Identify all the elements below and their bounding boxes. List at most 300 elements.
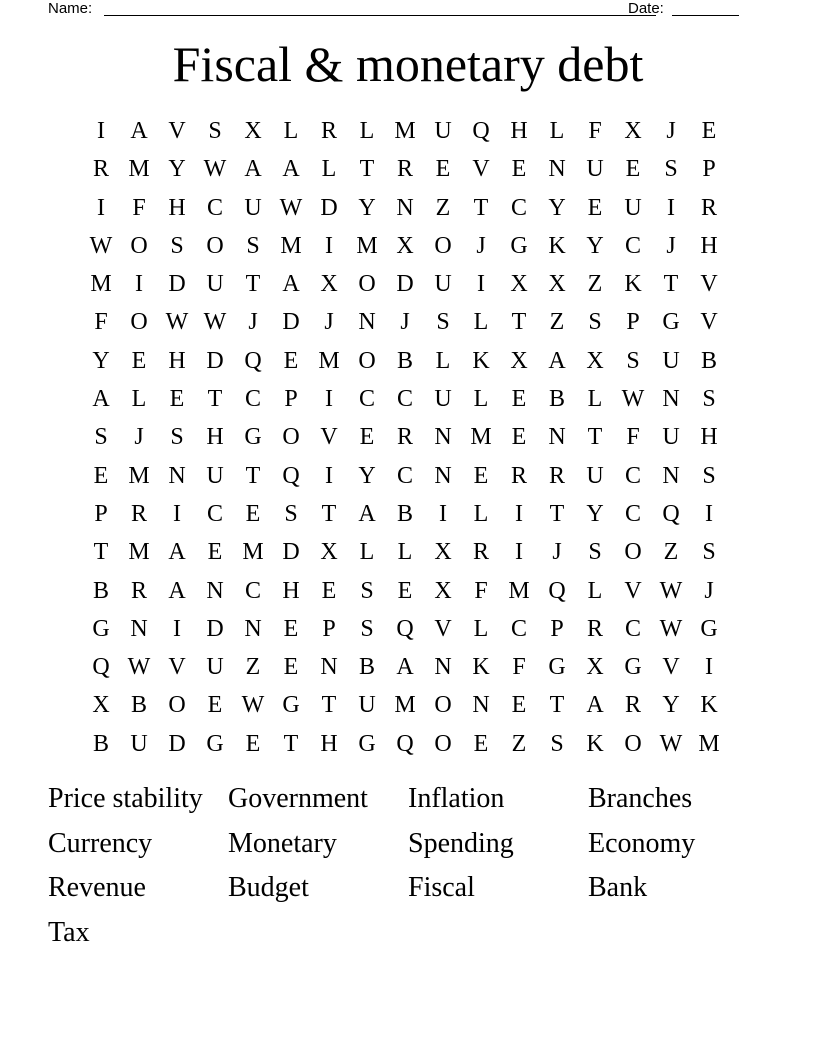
- grid-letter: V: [168, 654, 186, 681]
- grid-letter: X: [320, 539, 338, 566]
- grid-letter: K: [624, 271, 642, 298]
- grid-letter: D: [206, 615, 224, 642]
- grid-letter: I: [135, 271, 143, 298]
- word-list-item: Budget: [228, 872, 309, 904]
- grid-letter: E: [587, 194, 603, 221]
- grid-letter: W: [659, 577, 683, 604]
- grid-letter: H: [206, 424, 224, 451]
- grid-letter: O: [206, 232, 224, 259]
- grid-letter: L: [473, 615, 489, 642]
- grid-letter: M: [128, 462, 150, 489]
- grid-letter: Q: [396, 615, 414, 642]
- grid-letter: O: [624, 539, 642, 566]
- grid-letter: S: [588, 539, 602, 566]
- grid-letter: E: [207, 692, 223, 719]
- grid-letter: U: [244, 194, 262, 221]
- grid-letter: E: [207, 539, 223, 566]
- grid-letter: X: [92, 692, 110, 719]
- grid-letter: N: [472, 692, 490, 719]
- grid-letter: J: [666, 118, 676, 144]
- grid-letter: Z: [245, 654, 261, 681]
- grid-letter: S: [702, 386, 716, 413]
- grid-letter: T: [93, 539, 109, 566]
- grid-letter: C: [244, 577, 261, 604]
- grid-letter: O: [282, 424, 300, 451]
- grid-letter: A: [358, 500, 376, 527]
- grid-letter: T: [473, 194, 489, 221]
- grid-letter: W: [127, 654, 151, 681]
- grid-letter: N: [396, 194, 414, 221]
- grid-letter: N: [168, 462, 186, 489]
- grid-letter: V: [624, 577, 642, 604]
- grid-letter: J: [476, 232, 486, 259]
- grid-letter: P: [702, 156, 716, 183]
- grid-letter: U: [434, 118, 452, 144]
- grid-letter: L: [587, 577, 603, 604]
- grid-letter: H: [700, 424, 718, 451]
- grid-letter: R: [130, 500, 147, 527]
- name-line: [104, 15, 656, 16]
- grid-letter: W: [659, 615, 683, 642]
- grid-letter: Y: [586, 500, 604, 527]
- grid-letter: C: [206, 194, 223, 221]
- grid-letter: D: [206, 347, 224, 374]
- grid-letter: S: [588, 309, 602, 336]
- grid-letter: L: [435, 347, 451, 374]
- grid-letter: B: [396, 347, 413, 374]
- grid-letter: S: [284, 500, 298, 527]
- grid-letter: V: [662, 654, 680, 681]
- grid-letter: L: [359, 118, 375, 144]
- grid-letter: O: [168, 692, 186, 719]
- grid-letter: J: [134, 424, 144, 451]
- grid-letter: Z: [435, 194, 451, 221]
- grid-letter: R: [472, 539, 489, 566]
- grid-letter: B: [396, 500, 413, 527]
- word-list-item: Inflation: [408, 783, 505, 814]
- grid-letter: E: [283, 347, 299, 374]
- grid-letter: T: [663, 271, 679, 298]
- grid-letter: G: [282, 692, 300, 719]
- date-line: [672, 15, 739, 16]
- grid-letter: S: [170, 424, 184, 451]
- grid-letter: I: [667, 194, 675, 221]
- grid-letter: L: [283, 118, 299, 144]
- grid-letter: Z: [587, 271, 603, 298]
- grid-letter: U: [586, 462, 604, 489]
- grid-letter: I: [97, 118, 105, 144]
- grid-letter: J: [248, 309, 258, 336]
- grid-letter: E: [511, 692, 527, 719]
- grid-letter: N: [320, 654, 338, 681]
- grid-letter: U: [662, 424, 680, 451]
- grid-letter: D: [396, 271, 414, 298]
- grid-letter: X: [396, 232, 414, 259]
- grid-letter: N: [434, 462, 452, 489]
- grid-letter: A: [244, 156, 262, 183]
- grid-letter: P: [322, 615, 336, 642]
- grid-letter: M: [394, 118, 416, 144]
- grid-letter: N: [662, 386, 680, 413]
- grid-letter: X: [434, 539, 452, 566]
- grid-letter: T: [283, 730, 299, 757]
- grid-letter: E: [511, 424, 527, 451]
- word-list-item: Tax: [48, 917, 90, 949]
- grid-letter: X: [510, 271, 528, 298]
- grid-letter: Z: [511, 730, 527, 757]
- grid-letter: Q: [548, 577, 566, 604]
- grid-letter: H: [700, 232, 718, 259]
- grid-letter: I: [325, 386, 333, 413]
- grid-letter: S: [436, 309, 450, 336]
- grid-letter: W: [659, 730, 683, 757]
- grid-letter: R: [396, 424, 413, 451]
- grid-letter: N: [434, 424, 452, 451]
- grid-letter: E: [321, 577, 337, 604]
- grid-letter: R: [320, 118, 337, 144]
- grid-letter: T: [359, 156, 375, 183]
- grid-letter: E: [93, 462, 109, 489]
- word-list-item: Spending: [408, 827, 514, 859]
- grid-letter: O: [434, 730, 452, 757]
- word-list-item: Government: [228, 783, 368, 814]
- grid-letter: M: [394, 692, 416, 719]
- grid-letter: X: [586, 654, 604, 681]
- grid-letter: B: [548, 386, 565, 413]
- grid-letter: W: [241, 692, 265, 719]
- grid-letter: R: [510, 462, 527, 489]
- word-list-item: Economy: [588, 827, 696, 859]
- grid-letter: E: [511, 156, 527, 183]
- grid-letter: L: [321, 156, 337, 183]
- letter-grid: [82, 112, 728, 763]
- grid-letter: G: [548, 654, 566, 681]
- grid-letter: T: [245, 271, 261, 298]
- grid-letter: C: [396, 386, 413, 413]
- grid-letter: U: [434, 386, 452, 413]
- grid-letter: S: [702, 539, 716, 566]
- grid-letter: D: [282, 539, 300, 566]
- grid-letter: E: [283, 654, 299, 681]
- grid-letter: I: [515, 539, 523, 566]
- grid-letter: N: [548, 156, 566, 183]
- grid-letter: L: [549, 118, 565, 144]
- grid-letter: G: [510, 232, 528, 259]
- grid-letter: Q: [244, 347, 262, 374]
- grid-letter: A: [396, 654, 414, 681]
- grid-letter: R: [548, 462, 565, 489]
- grid-letter: A: [130, 118, 148, 144]
- grid-letter: T: [511, 309, 527, 336]
- grid-letter: Z: [663, 539, 679, 566]
- grid-letter: A: [548, 347, 566, 374]
- grid-letter: N: [434, 654, 452, 681]
- grid-letter: L: [587, 386, 603, 413]
- grid-letter: U: [206, 654, 224, 681]
- word-list-item: Monetary: [228, 827, 337, 859]
- grid-letter: E: [245, 500, 261, 527]
- grid-letter: R: [396, 156, 413, 183]
- grid-letter: A: [168, 577, 186, 604]
- grid-letter: T: [321, 500, 337, 527]
- grid-letter: S: [550, 730, 564, 757]
- grid-letter: H: [320, 730, 338, 757]
- grid-letter: K: [700, 692, 718, 719]
- grid-letter: F: [94, 309, 108, 336]
- grid-letter: L: [473, 386, 489, 413]
- grid-letter: N: [548, 424, 566, 451]
- grid-letter: I: [173, 500, 181, 527]
- grid-letter: F: [626, 424, 640, 451]
- grid-letter: M: [470, 424, 492, 451]
- grid-letter: R: [700, 194, 717, 221]
- grid-letter: U: [206, 462, 224, 489]
- word-list-item: Price stability: [48, 783, 203, 814]
- grid-letter: Q: [662, 500, 680, 527]
- grid-letter: A: [282, 156, 300, 183]
- grid-letter: G: [244, 424, 262, 451]
- grid-letter: L: [473, 500, 489, 527]
- grid-letter: V: [434, 615, 452, 642]
- grid-letter: Q: [472, 118, 490, 144]
- grid-letter: U: [434, 271, 452, 298]
- grid-letter: V: [320, 424, 338, 451]
- grid-letter: Y: [662, 692, 680, 719]
- grid-letter: G: [92, 615, 110, 642]
- grid-letter: M: [280, 232, 302, 259]
- grid-letter: Z: [549, 309, 565, 336]
- grid-letter: N: [130, 615, 148, 642]
- grid-letter: X: [510, 347, 528, 374]
- grid-letter: U: [586, 156, 604, 183]
- grid-letter: J: [324, 309, 334, 336]
- grid-letter: A: [586, 692, 604, 719]
- grid-letter: R: [586, 615, 603, 642]
- grid-letter: M: [242, 539, 264, 566]
- grid-letter: E: [245, 730, 261, 757]
- grid-letter: U: [206, 271, 224, 298]
- grid-letter: M: [356, 232, 378, 259]
- grid-letter: C: [624, 615, 641, 642]
- grid-letter: U: [358, 692, 376, 719]
- grid-letter: E: [625, 156, 641, 183]
- grid-letter: O: [434, 232, 452, 259]
- name-label: Name:: [48, 0, 93, 17]
- grid-letter: M: [128, 156, 150, 183]
- grid-letter: E: [435, 156, 451, 183]
- grid-letter: P: [284, 386, 298, 413]
- grid-letter: K: [472, 347, 490, 374]
- grid-letter: A: [168, 539, 186, 566]
- grid-letter: E: [397, 577, 413, 604]
- grid-letter: H: [168, 194, 186, 221]
- grid-letter: C: [244, 386, 261, 413]
- word-list-item: Bank: [588, 872, 648, 904]
- grid-letter: X: [586, 347, 604, 374]
- grid-letter: S: [360, 577, 374, 604]
- grid-letter: C: [358, 386, 375, 413]
- grid-letter: B: [700, 347, 717, 374]
- grid-letter: O: [624, 730, 642, 757]
- grid-letter: X: [548, 271, 566, 298]
- grid-letter: Y: [358, 194, 376, 221]
- grid-letter: O: [358, 271, 376, 298]
- word-list-item: Revenue: [48, 872, 146, 904]
- grid-letter: S: [246, 232, 260, 259]
- grid-letter: D: [168, 271, 186, 298]
- grid-letter: Y: [358, 462, 376, 489]
- grid-letter: T: [207, 386, 223, 413]
- grid-letter: R: [130, 577, 147, 604]
- grid-letter: O: [130, 309, 148, 336]
- grid-letter: E: [131, 347, 147, 374]
- grid-letter: V: [168, 118, 186, 144]
- grid-letter: B: [92, 730, 109, 757]
- grid-letter: T: [321, 692, 337, 719]
- grid-letter: G: [700, 615, 718, 642]
- grid-letter: T: [549, 500, 565, 527]
- date-label: Date:: [628, 0, 664, 17]
- grid-letter: M: [508, 577, 530, 604]
- grid-letter: A: [282, 271, 300, 298]
- grid-letter: I: [325, 462, 333, 489]
- grid-letter: B: [130, 692, 147, 719]
- grid-letter: D: [282, 309, 300, 336]
- grid-letter: I: [97, 194, 105, 221]
- grid-letter: C: [510, 194, 527, 221]
- grid-letter: P: [550, 615, 564, 642]
- grid-letter: N: [358, 309, 376, 336]
- grid-letter: I: [705, 654, 713, 681]
- grid-letter: V: [472, 156, 490, 183]
- grid-letter: D: [168, 730, 186, 757]
- grid-letter: C: [510, 615, 527, 642]
- grid-letter: J: [704, 577, 714, 604]
- grid-letter: W: [89, 232, 113, 259]
- grid-letter: L: [397, 539, 413, 566]
- grid-letter: H: [282, 577, 300, 604]
- grid-letter: S: [664, 156, 678, 183]
- grid-letter: D: [320, 194, 338, 221]
- grid-letter: F: [474, 577, 488, 604]
- grid-letter: U: [624, 194, 642, 221]
- grid-letter: K: [548, 232, 566, 259]
- grid-letter: M: [318, 347, 340, 374]
- grid-letter: N: [662, 462, 680, 489]
- grid-letter: T: [549, 692, 565, 719]
- grid-letter: R: [624, 692, 641, 719]
- grid-letter: I: [705, 500, 713, 527]
- grid-letter: K: [472, 654, 490, 681]
- word-list-item: Currency: [48, 827, 153, 859]
- grid-letter: G: [206, 730, 224, 757]
- grid-letter: S: [702, 462, 716, 489]
- grid-letter: C: [624, 462, 641, 489]
- grid-letter: E: [473, 462, 489, 489]
- grid-letter: T: [245, 462, 261, 489]
- grid-letter: Y: [168, 156, 186, 183]
- grid-letter: W: [165, 309, 189, 336]
- grid-letter: C: [624, 232, 641, 259]
- grid-letter: M: [128, 539, 150, 566]
- grid-letter: C: [624, 500, 641, 527]
- grid-letter: E: [511, 386, 527, 413]
- grid-letter: K: [586, 730, 604, 757]
- grid-letter: Y: [586, 232, 604, 259]
- grid-letter: F: [588, 118, 602, 144]
- grid-letter: I: [439, 500, 447, 527]
- grid-letter: W: [621, 386, 645, 413]
- grid-letter: W: [203, 309, 227, 336]
- grid-letter: P: [94, 500, 108, 527]
- grid-letter: Q: [92, 654, 110, 681]
- word-list-item: Fiscal: [408, 872, 475, 904]
- grid-letter: S: [94, 424, 108, 451]
- grid-letter: I: [325, 232, 333, 259]
- grid-letter: G: [662, 309, 680, 336]
- grid-letter: U: [662, 347, 680, 374]
- grid-letter: F: [132, 194, 146, 221]
- word-list-item: Branches: [588, 783, 693, 814]
- grid-letter: I: [477, 271, 485, 298]
- grid-letter: L: [131, 386, 147, 413]
- grid-letter: E: [701, 118, 717, 144]
- grid-letter: X: [244, 118, 262, 144]
- grid-letter: G: [358, 730, 376, 757]
- grid-letter: Q: [396, 730, 414, 757]
- grid-letter: S: [626, 347, 640, 374]
- grid-letter: O: [358, 347, 376, 374]
- grid-letter: O: [434, 692, 452, 719]
- grid-letter: Y: [548, 194, 566, 221]
- grid-letter: J: [552, 539, 562, 566]
- grid-letter: N: [206, 577, 224, 604]
- grid-letter: W: [279, 194, 303, 221]
- grid-letter: R: [92, 156, 109, 183]
- worksheet-header: [48, 0, 748, 20]
- grid-letter: I: [515, 500, 523, 527]
- page-title: Fiscal & monetary debt: [172, 36, 644, 92]
- grid-letter: V: [700, 309, 718, 336]
- grid-letter: E: [359, 424, 375, 451]
- grid-letter: H: [168, 347, 186, 374]
- word-list: [48, 779, 768, 958]
- grid-letter: M: [698, 730, 720, 757]
- grid-letter: B: [358, 654, 375, 681]
- grid-letter: N: [244, 615, 262, 642]
- grid-letter: H: [510, 118, 528, 144]
- grid-letter: S: [170, 232, 184, 259]
- grid-letter: U: [130, 730, 148, 757]
- grid-letter: O: [130, 232, 148, 259]
- grid-letter: S: [208, 118, 222, 144]
- grid-letter: V: [700, 271, 718, 298]
- grid-letter: X: [434, 577, 452, 604]
- grid-letter: Q: [282, 462, 300, 489]
- grid-letter: X: [320, 271, 338, 298]
- grid-letter: X: [624, 118, 642, 144]
- grid-letter: C: [396, 462, 413, 489]
- grid-letter: J: [666, 232, 676, 259]
- grid-letter: Y: [92, 347, 110, 374]
- grid-letter: P: [626, 309, 640, 336]
- grid-letter: M: [90, 271, 112, 298]
- grid-letter: L: [473, 309, 489, 336]
- grid-letter: B: [92, 577, 109, 604]
- grid-letter: I: [173, 615, 181, 642]
- grid-letter: J: [400, 309, 410, 336]
- grid-letter: E: [473, 730, 489, 757]
